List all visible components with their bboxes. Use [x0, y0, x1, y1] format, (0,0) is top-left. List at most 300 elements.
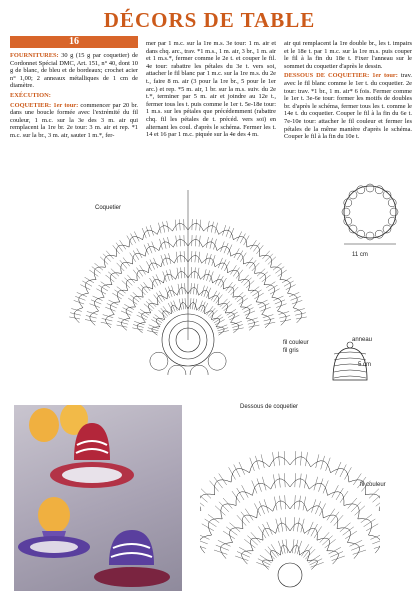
egg-cups-photo [14, 405, 182, 591]
stitch-line [220, 299, 228, 307]
dessous-arc [311, 461, 331, 473]
coquetier-label: COQUETIER: 1er tour: [10, 101, 79, 109]
stitch-line [279, 316, 290, 319]
stitch-line [70, 313, 81, 316]
stitch-line [210, 272, 214, 282]
stitch-line [93, 296, 103, 301]
dessous-stitch [300, 452, 301, 466]
dessous-stitch [259, 501, 264, 514]
dessous-stitch [299, 496, 301, 510]
egg-cups-illustration [14, 405, 182, 591]
stitch-line [193, 283, 194, 294]
petal-arc [142, 313, 151, 323]
stitch-line [180, 235, 181, 246]
dessous-stitch [285, 495, 286, 509]
stitch-line [295, 313, 306, 316]
petal-arc [145, 247, 159, 257]
dessous-stitch [251, 532, 260, 542]
stitch-line [165, 254, 168, 265]
petal-arc [121, 262, 133, 273]
stitch-line [289, 292, 299, 296]
ring-scallop [375, 230, 383, 238]
stitch-line [180, 219, 181, 230]
page-title: DÉCORS DE TABLE [103, 8, 316, 32]
cozy-row [334, 358, 366, 360]
stitch-line [163, 306, 170, 315]
dessous-stitch [294, 517, 295, 531]
stitch-line [227, 309, 236, 315]
dessous-arc [242, 515, 257, 529]
fournitures-label: FOURNITURES: [10, 52, 59, 59]
dessous-arc [379, 510, 380, 528]
dessous-stitch [286, 539, 288, 553]
cozy-row [334, 376, 366, 378]
dessous-stitch [351, 502, 361, 512]
dessous-stitch [351, 545, 364, 550]
dessous-arc [214, 480, 231, 495]
stitch-line [159, 310, 167, 318]
stitch-line [133, 325, 144, 328]
stitch-line [232, 321, 242, 325]
stitch-line [182, 298, 184, 309]
stitch-line [224, 243, 228, 253]
dessous-arc [271, 479, 290, 489]
dessous-stitch [247, 536, 257, 546]
petal-arc [233, 296, 243, 307]
dessous-arc [290, 545, 299, 555]
dessous-arc [323, 515, 338, 529]
petal-arc [126, 307, 135, 318]
petal-arc [197, 305, 205, 313]
stitch-line [226, 227, 230, 237]
petal-arc [116, 245, 129, 256]
stitch-line [146, 301, 154, 309]
text-column-2 [146, 40, 276, 141]
fournitures-paragraph [10, 52, 138, 90]
dessous-stitch [278, 452, 279, 466]
stitch-line [275, 300, 285, 304]
dessous-stitch [321, 456, 325, 470]
petal-arc [243, 262, 255, 273]
dimension-11cm: 11 cm [352, 252, 368, 258]
dessous-stitch [295, 451, 296, 465]
dessous-stitch [366, 524, 378, 531]
stitch-line [164, 238, 167, 249]
dessous-stitch [372, 539, 380, 544]
stitch-line [144, 245, 149, 255]
stitch-line [116, 243, 123, 252]
petal-arc [171, 305, 179, 313]
stitch-line [180, 251, 181, 262]
petal-arc [133, 296, 143, 307]
petal-arc [199, 290, 209, 299]
petal-arc [142, 287, 153, 297]
ring-scallop [388, 217, 396, 225]
stitch-line [230, 228, 234, 238]
dessous-stitch [322, 536, 332, 546]
dessous-stitch [202, 524, 214, 531]
petal-arc [264, 285, 275, 298]
stitch-line [265, 254, 273, 262]
stitch-line [264, 318, 275, 321]
petal-arc [209, 296, 219, 305]
stitch-line [153, 317, 162, 323]
petal-arc [255, 273, 266, 285]
coquetier-diagram-label: Coquetier [95, 205, 122, 211]
column-3-body: air qui remplacent la 1re double br., les t. impairs et le 18e t. par 1 m.c. sur la 1re m.s. puis couper le fil à la fin du 18e t. Fixer l'anneau sur le sommet du coquetier d'après le dessin. [284, 40, 412, 70]
stitch-line [190, 298, 191, 309]
stitch-line [195, 235, 196, 246]
fournitures-body: 30 g (15 g par coquetier) de Cordonnet Spécial DMC, Art. 151, n° 40, dont 10 g de blanc, de bleu et de bordeaux; crochet acier n° 1,00; 2 anneaux métalliques de 1 cm de diamètre. [10, 52, 138, 90]
stitch-line [207, 270, 210, 281]
stitch-line [106, 251, 113, 259]
coquetier-paragraph [10, 102, 138, 140]
dessous-stitch [369, 489, 379, 499]
petal-arc [101, 285, 112, 298]
stitch-line [239, 298, 248, 304]
stitch-line [208, 254, 211, 265]
petal-arc [248, 290, 258, 302]
stitch-line [184, 251, 185, 262]
dessous-arc [327, 551, 339, 564]
ring-scallop [357, 186, 365, 194]
petal-arc [157, 296, 167, 305]
dessous-stitch [297, 518, 299, 532]
dessous-stitch [282, 540, 285, 554]
petal-arc [247, 245, 260, 256]
petal-arc [216, 327, 224, 335]
petal-arc [156, 318, 165, 326]
stitch-line [215, 223, 218, 234]
dessous-arc [328, 492, 345, 506]
stitch-line [244, 236, 250, 246]
petal-arc [129, 237, 143, 247]
dessous-stitch [279, 474, 281, 488]
petal-arc [227, 270, 239, 281]
petal-arc [233, 237, 247, 247]
stitch-line [258, 300, 268, 305]
dessous-stitch [219, 502, 229, 512]
petal-arc [203, 242, 217, 251]
outer-ring [344, 186, 396, 238]
stitch-line [141, 285, 148, 293]
stitch-line [278, 270, 287, 276]
stitch-line [117, 321, 128, 324]
ring-scallop [342, 208, 350, 216]
dessous-stitch [295, 473, 296, 487]
stitch-line [163, 272, 167, 282]
dessous-stitch [223, 498, 232, 509]
dessous-stitch [332, 485, 339, 497]
dessous-stitch [201, 489, 211, 499]
ring-scallop [366, 232, 374, 240]
dessous-arc [263, 528, 276, 540]
dessous-stitch [355, 506, 365, 516]
dessous-arc [200, 510, 201, 528]
petal-arc [85, 280, 96, 294]
petal-arc [231, 253, 244, 264]
stitch-line [250, 240, 256, 249]
stitch-line [185, 283, 186, 294]
stitch-line [192, 298, 194, 309]
dessous-stitch [257, 479, 262, 492]
dessous-stitch [284, 451, 285, 465]
stitch-line [210, 310, 218, 318]
stitch-line [85, 277, 94, 283]
stitch-line [191, 267, 192, 278]
dark-doily [94, 567, 170, 587]
dessous-stitch [319, 479, 324, 492]
petal-arc [241, 307, 250, 318]
stitch-line [91, 300, 101, 304]
dimension-5cm: 5 cm [358, 362, 372, 368]
petal-arc [215, 263, 227, 273]
stitch-line [109, 300, 119, 305]
stitch-line [248, 321, 259, 324]
dessous-arc [290, 479, 309, 489]
petal-arc [117, 290, 127, 302]
dessous-stitch [319, 503, 325, 516]
stitch-line [168, 303, 173, 313]
dessous-arc [236, 492, 253, 506]
dessous-stitch [237, 552, 250, 558]
stitch-line [254, 293, 263, 299]
fil-couleur-label: fil couleur [283, 340, 309, 346]
ring-scallop [344, 199, 352, 207]
lower-petal [208, 352, 226, 370]
stitch-line [247, 318, 258, 321]
execution-heading: EXÉCUTION: [10, 91, 51, 99]
stitch-line [75, 296, 85, 300]
petal-arc [202, 258, 215, 267]
dessous-paragraph [284, 72, 412, 140]
text-column-3 [284, 40, 412, 143]
stitch-line [203, 303, 208, 313]
dessous-arc [290, 523, 304, 533]
dessous-stitch [200, 539, 208, 544]
stitch-line [191, 283, 192, 294]
stitch-line [231, 287, 239, 295]
stitch-line [185, 298, 186, 309]
petal-arc [223, 287, 234, 297]
dessous-stitch [218, 540, 231, 546]
stitch-line [127, 236, 133, 246]
stitch-line [86, 316, 97, 319]
petal-arc [293, 308, 302, 323]
dessous-arc [276, 523, 290, 533]
ring-scallop [366, 184, 374, 192]
stitch-line [282, 277, 291, 283]
dessous-body: trav. avec le fil blanc comme le 1er t. du coquetier. 2e tour: trav. *1 br., 1 m. air* 6 fois. Fermer comme le 1er t. 3e-6e tour: former les motifs de doubles br. d'après le schéma, fermer tous les t. comme le 14e t. du coquetier. Couper le fil à la fin du 6e t. 7e-10e tour: attacher le fil couleur et fermer les pétales de la même manière d'après le schéma. Couper le fil à la fin du 10e t. [284, 72, 412, 141]
stitch-line [275, 267, 284, 274]
stitch-line [211, 222, 213, 233]
column-2-body: mer par 1 m.c. sur la 1re m.s. 3e tour: 1 m. air et dans chq. arc., trav. *1 m.s., 1 m. air, 3 br., 1 m. air et 1 m.s.*, fermer comme le 2e t. et couper le fil. 4e tour: rabattre les pétales du 3e t. vers soi, attacher le fil blanc par 1 m.c. sur la 1re m.s. du 2e t., faire 8 m. air (3 pour la 1re br., 5 pour le 1er arc.) et rep. *5 m. air, 1 br. sur la m.s. suiv. du 2e t.*, terminer par 5 m. air et joindre au 12e t., fermer tous les t. puis comme le 1er t. 5e-18e tour: 1 m.s. sur les pétales que précédemment (rabattre chq. fil les pétales de t. précéd. vers soi) en alternant les coul. d'après le schéma. Fermer les t. 14 et 16 par 1 m.c. piquée sur la 4e des 4 m. [146, 40, 276, 139]
petal-arc [212, 279, 223, 289]
ring-scallop [390, 208, 398, 216]
stitch-line [273, 296, 283, 301]
stitch-line [146, 227, 150, 237]
dessous-arc [331, 469, 349, 483]
dessous-stitch [325, 539, 336, 548]
dessous-arc [242, 551, 254, 564]
stitch-line [181, 267, 182, 278]
stitch-line [228, 285, 235, 293]
stitch-line [253, 243, 260, 252]
fil-couleur-label-2: fil couleur [360, 482, 386, 488]
stitch-line [166, 270, 169, 281]
ring-scallop [344, 217, 352, 225]
stitch-line [195, 251, 196, 262]
petal-arc [153, 279, 164, 289]
petal-arc [95, 297, 105, 311]
cozy-row [334, 370, 366, 372]
dessous-stitch [242, 485, 249, 497]
coquetier-body: commencer par 20 br. dans une boucle formée avec l'extrémité du fil couleur, 1 m.c. sur la 3e des 3 m. air qui remplacent la 1re br. 2e tour: 3 m. air et rep. *1 m.c. sur la br., 3 m. air, sauter 1 m.*, fer- [10, 101, 138, 139]
dessous-stitch [281, 518, 283, 532]
dessous-stitch [320, 532, 330, 542]
stitch-line [163, 222, 165, 233]
dessous-stitch [308, 555, 320, 563]
ring-scallop [357, 230, 365, 238]
stitch-line [77, 292, 87, 296]
dessous-diagram-label: Dessous de coquetier [240, 404, 299, 410]
petal-arc [256, 302, 266, 315]
dessous-stitch [223, 531, 235, 539]
petal-arc [110, 302, 120, 315]
dessous-stitch [323, 481, 328, 494]
stitch-line [191, 251, 192, 262]
dessous-stitch [258, 559, 271, 565]
stitch-line [92, 267, 101, 274]
petal-arc [167, 290, 177, 299]
petal-arc [90, 311, 99, 325]
stitch-line [161, 308, 168, 316]
dessous-stitch [340, 465, 346, 478]
petal-arc [271, 267, 282, 280]
stitch-line [71, 309, 82, 312]
dessous-stitch [285, 517, 286, 531]
stitch-line [294, 309, 305, 312]
lower-petal [168, 365, 186, 375]
stitch-line [102, 318, 113, 321]
stitch-line [112, 293, 121, 299]
lower-petal [150, 352, 168, 370]
stitch-line [210, 238, 213, 249]
petal-arc [159, 242, 173, 251]
stitch-line [222, 301, 230, 309]
egg-3 [38, 497, 70, 533]
stitch-line [227, 245, 232, 255]
stitch-line [149, 299, 157, 307]
stitch-line [259, 304, 269, 309]
dessous-stitch [219, 474, 227, 486]
dessous-stitch [345, 531, 357, 539]
egg-1 [29, 408, 59, 442]
dessous-arc [358, 519, 372, 535]
stitch-line [138, 287, 146, 295]
stitch-line [181, 283, 182, 294]
petal-arc [280, 280, 291, 294]
lower-petal [190, 365, 208, 375]
stitch-line [268, 257, 276, 265]
dessous-arc [304, 528, 317, 540]
petal-arc [262, 314, 271, 327]
dessous-arc [257, 506, 273, 518]
stitch-line [214, 317, 223, 323]
dessous-arc [337, 528, 351, 543]
dessous-stitch [300, 474, 302, 488]
dessous-arc [281, 545, 290, 555]
dessous-arc [250, 461, 270, 473]
dessous-stitch [234, 465, 240, 478]
dessous-stitch [252, 481, 257, 494]
stitch-line [140, 309, 149, 315]
stitch-line [262, 251, 269, 259]
stitch-line [232, 325, 243, 328]
ring-scallop [375, 186, 383, 194]
petal-arc [211, 318, 220, 326]
pattern-number-badge: 16 [10, 36, 138, 48]
dessous-arc [231, 469, 249, 483]
dessous-stitch [255, 456, 259, 470]
stitch-line [89, 270, 98, 276]
stitch-line [103, 254, 111, 262]
stitch-line [194, 267, 195, 278]
dessous-stitch [294, 495, 295, 509]
stitch-line [118, 318, 128, 321]
dessous-stitch [292, 539, 294, 553]
dessous-stitch [345, 467, 352, 479]
stitch-line [226, 282, 233, 291]
stitch-line [133, 292, 141, 299]
dessous-crochet-diagram [200, 410, 380, 595]
fil-gris-label: fil gris [283, 348, 299, 354]
stitch-line [148, 243, 152, 253]
dessous-stitch [214, 477, 223, 488]
dessous-stitch [244, 539, 255, 548]
dessous-stitch [315, 501, 320, 514]
stitch-line [144, 282, 151, 291]
stitch-line [206, 306, 213, 315]
dessous-stitch [284, 473, 285, 487]
anneau-label: anneau [352, 337, 373, 343]
stitch-line [291, 296, 301, 300]
stitch-line [144, 304, 153, 311]
dessous-stitch [268, 547, 277, 558]
dessous-arc [220, 543, 232, 559]
dessous-stitch [229, 467, 236, 479]
stitch-line [107, 304, 117, 309]
dessous-arc [208, 519, 222, 535]
dessous-stitch [280, 496, 282, 510]
petal-arc [74, 308, 83, 323]
petal-arc [272, 297, 282, 311]
dessous-stitch [295, 540, 298, 554]
stitch-line [134, 321, 144, 325]
dessous-arc [229, 528, 243, 543]
dessous-stitch [304, 547, 313, 558]
dessous-stitch [215, 506, 225, 516]
stitch-line [128, 298, 137, 304]
ring-scallop [388, 199, 396, 207]
dessous-stitch [260, 555, 272, 563]
petal-arc [94, 267, 105, 280]
dessous-arc [262, 560, 273, 570]
petal-arc [106, 314, 115, 327]
dessous-stitch [330, 552, 343, 558]
dessous-stitch [310, 559, 323, 565]
stitch-line [196, 219, 197, 230]
